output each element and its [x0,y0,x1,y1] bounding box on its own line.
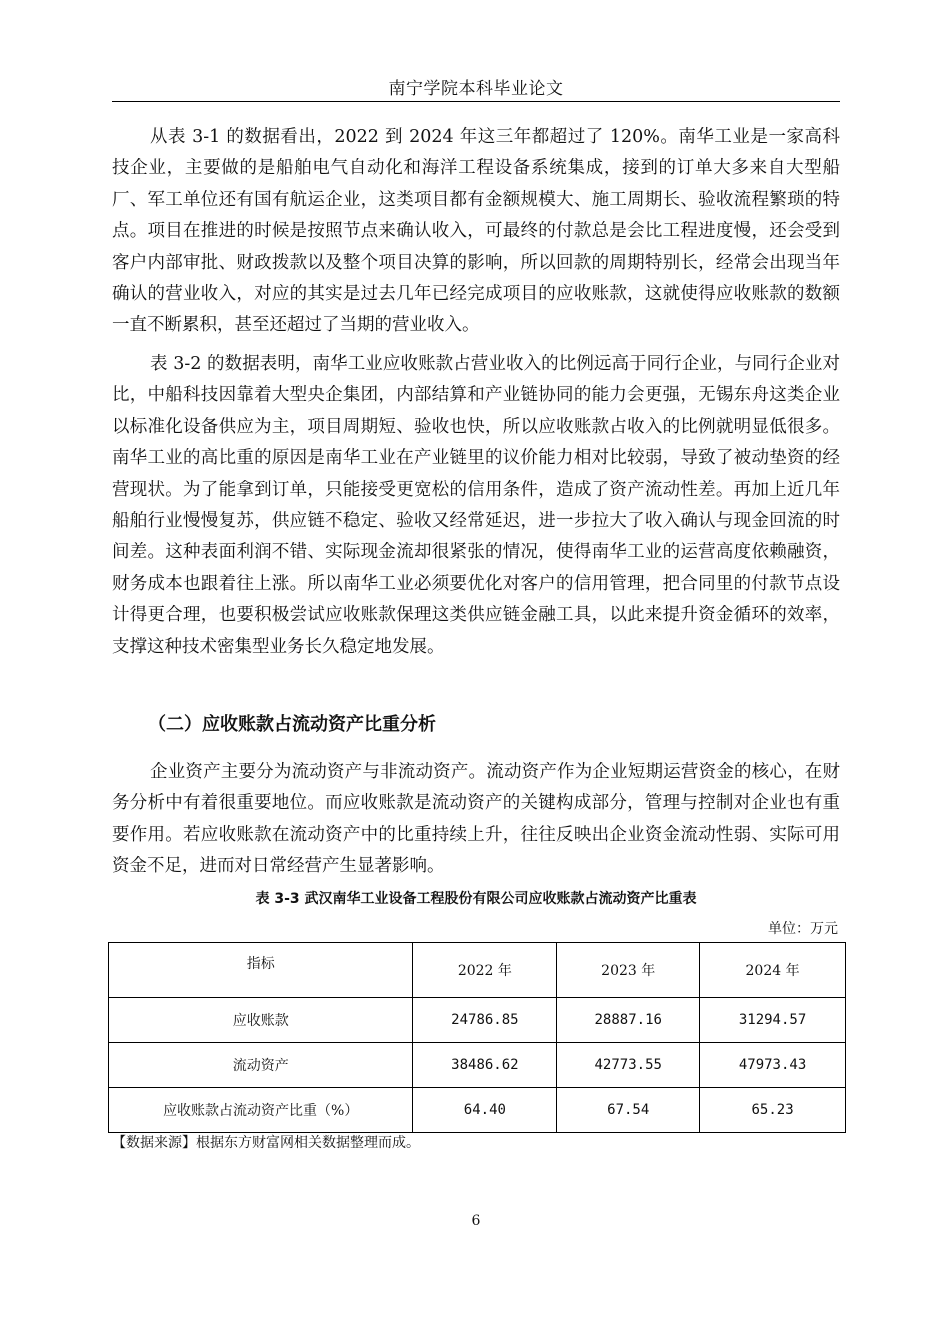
table-row [109,1088,846,1133]
table-cell: 42773.55 [557,1043,700,1088]
table-cell: 64.40 [413,1088,557,1133]
table-header-cell: 2024 年 [700,943,846,998]
section-heading: （二）应收账款占流动资产比重分析 [148,714,436,735]
row-label: 流动资产 [109,1043,413,1088]
page-number: 6 [471,1213,481,1229]
page-header-title: 南宁学院本科毕业论文 [388,79,564,99]
body-paragraph-3: 企业资产主要分为流动资产与非流动资产。流动资产作为企业短期运营资金的核心，在财务分析中有着很重要地位。而应收账款是流动资产的关键构成部分，管理与控制对企业也有重要作用。若应收账款在流动资产中的比重持续上升，往往反映出企业资金流动性弱、实际可用资金不足，进而对日常经营产生显著影响。 [112,762,840,877]
header-divider [112,101,840,102]
body-paragraph-1: 从表 3-1 的数据看出，2022 到 2024 年这三年都超过了 120%。南华工业是一家高科技企业，主要做的是船舶电气自动化和海洋工程设备系统集成，接到的订单大多来自大型船厂、军工单位还有国有航运企业，这类项目都有金额规模大、施工周期长、验收流程繁琐的特点。项目在推进的时候是按照节点来确认收入，可最终的付款总是会比工程进度慢，还会受到客户内部审批、财政拨款以及整个项目决算的影响，所以回款的周期特别长，经常会出现当年确认的营业收入，对应的其实是过去几年已经完成项目的应收账款，这就使得应收账款的数额一直不断累积，甚至还超过了当期的营业收入。 [112,127,840,336]
body-paragraph-2: 表 3-2 的数据表明，南华工业应收账款占营业收入的比例远高于同行企业，与同行企业对比，中船科技因靠着大型央企集团，内部结算和产业链协同的能力会更强，无锡东舟这类企业以标准化设备供应为主，项目周期短、验收也快，所以应收账款占收入的比例就明显低很多。南华工业的高比重的原因是南华工业在产业链里的议价能力相对比较弱，导致了被动垫资的经营现状。为了能拿到订单，只能接受更宽松的信用条件，造成了资产流动性差。再加上近几年船舶行业慢慢复苏，供应链不稳定、验收又经常延迟，进一步拉大了收入确认与现金回流的时间差。这种表面利润不错、实际现金流却很紧张的情况，使得南华工业的运营高度依赖融资，财务成本也跟着往上涨。所以南华工业必须要优化对客户的信用管理，把合同里的付款节点设计得更合理，也要积极尝试应收账款保理这类供应链金融工具，以此来提升资金循环的效率，支撑这种技术密集型业务长久稳定地发展。 [112,354,840,657]
table-header-cell: 指标 [109,943,413,998]
table-cell: 38486.62 [413,1043,557,1088]
table-header-cell: 2022 年 [413,943,557,998]
receivables-ratio-table [108,942,846,1133]
table-cell: 31294.57 [700,998,846,1043]
table-row [109,998,846,1043]
table-caption: 表 3-3 武汉南华工业设备工程股份有限公司应收账款占流动资产比重表 [255,891,697,907]
table-cell: 28887.16 [557,998,700,1043]
row-label: 应收账款占流动资产比重（%） [109,1088,413,1133]
table-header-cell: 2023 年 [557,943,700,998]
table-cell: 24786.85 [413,998,557,1043]
table-cell: 67.54 [557,1088,700,1133]
table-header-row [109,943,846,998]
table-cell: 65.23 [700,1088,846,1133]
table-unit-label: 单位：万元 [768,921,838,937]
row-label: 应收账款 [109,998,413,1043]
table-row [109,1043,846,1088]
table-cell: 47973.43 [700,1043,846,1088]
data-source-note: 【数据来源】根据东方财富网相关数据整理而成。 [112,1135,420,1151]
